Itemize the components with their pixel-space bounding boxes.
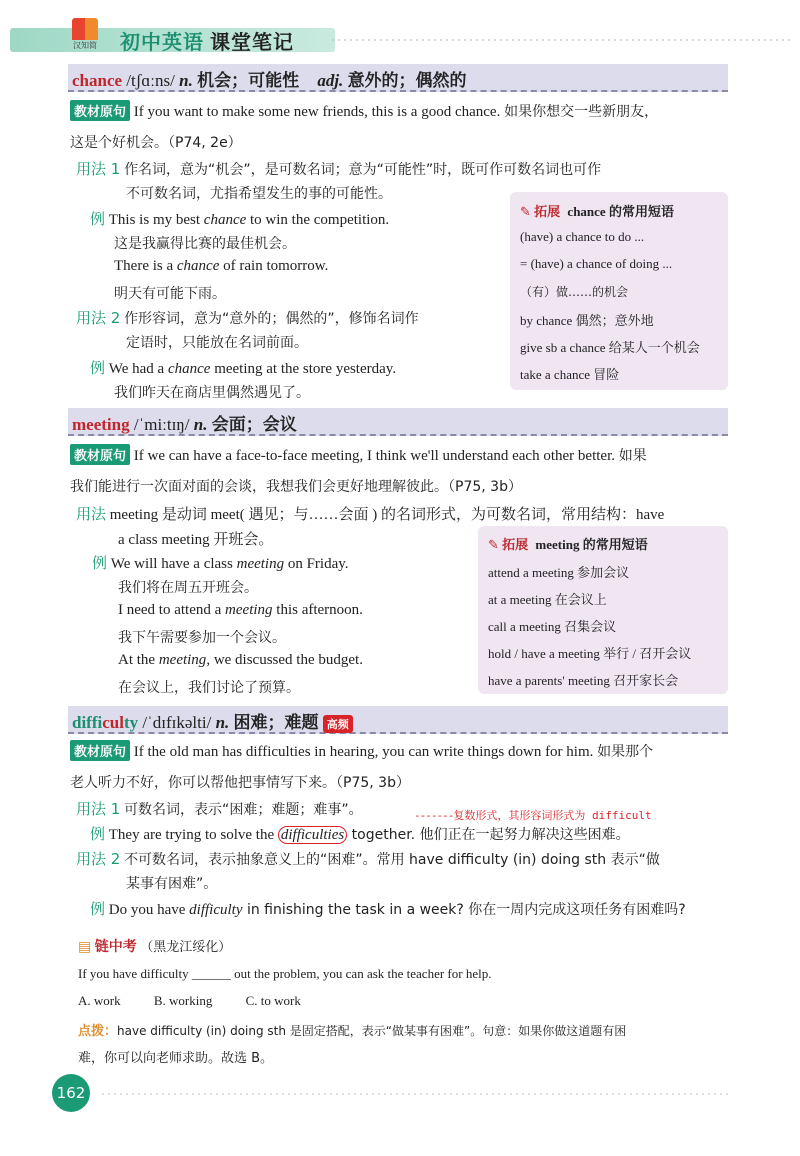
usage-1	[76, 158, 601, 179]
headword	[72, 713, 138, 732]
header-title	[120, 26, 294, 55]
usage-text: meeting 是动词 meet( 遇见；与……会面 ) 的名词形式，为可数名词，常用结构：have	[109, 507, 665, 523]
exam-heading	[78, 936, 231, 956]
header-title-main: 初中英语	[120, 30, 204, 54]
source-cn-cont: 老人听力不好，你可以帮他把事情写下来。（P75, 3b）	[70, 775, 410, 791]
part-of-speech-2: adj.	[317, 71, 344, 90]
example-text: I need to attend a	[118, 602, 226, 618]
example-3-cn: 在会议上，我们讨论了预算。	[118, 680, 300, 696]
phrase: = (have) a chance of doing ...	[520, 256, 673, 271]
example-keyword: meeting	[236, 556, 285, 572]
example-text: There is a	[114, 258, 177, 274]
header-dots	[330, 38, 790, 42]
usage-label: 用法	[76, 505, 107, 523]
example-text: We will have a class	[110, 556, 237, 572]
example-text-end: together. 他们正在一起努力解决这些困难。	[347, 827, 630, 843]
example-3	[118, 652, 363, 669]
example-text: They are trying to solve the	[108, 827, 278, 843]
entry-heading-chance	[72, 66, 467, 91]
usage-2	[76, 848, 660, 869]
example-keyword: chance	[167, 361, 211, 377]
example-keyword: meeting	[158, 652, 207, 668]
circled-keyword: difficulties	[278, 826, 347, 844]
phrase: at a meeting 在会议上	[488, 592, 607, 607]
usage-text: 作形容词，意为“意外的；偶然的”，修饰名词作	[124, 311, 419, 327]
publisher-logo	[66, 18, 104, 54]
usage-text: 可数名词，表示“困难；难题；难事”。	[124, 802, 363, 818]
part-of-speech: n.	[215, 713, 230, 732]
annotation-note	[414, 807, 652, 823]
phrase: give sb a chance 给某人一个机会	[520, 340, 700, 355]
source-tag: 教材原句	[70, 100, 130, 121]
usage-2	[76, 307, 419, 328]
headword-part: ty	[123, 713, 139, 732]
part-of-speech: n.	[193, 415, 208, 434]
example-2	[118, 602, 363, 619]
usage-label: 用法 2	[76, 850, 121, 868]
example-keyword: difficulty	[189, 902, 243, 918]
example-label: 例	[90, 825, 106, 843]
dashed-arrow: -------	[414, 809, 454, 822]
usage-text-cont: 某事有困难”。	[126, 876, 218, 892]
phrase: hold / have a meeting 举行 / 召开会议	[488, 646, 692, 661]
extension-title: chance 的常用短语	[567, 204, 674, 219]
phrase: （有）做……的机会	[520, 285, 629, 299]
extension-box-meeting	[478, 526, 728, 694]
example-text-end: this afternoon.	[272, 602, 363, 618]
headword-stress: cul	[102, 713, 124, 732]
phonetic: /ˈmiːtɪŋ/	[133, 415, 190, 434]
example-text-end: on Friday.	[284, 556, 349, 572]
example-2	[90, 898, 686, 919]
phrase: attend a meeting 参加会议	[488, 565, 630, 580]
phrase: have a parents' meeting 召开家长会	[488, 673, 679, 688]
source-en: If we can have a face-to-face meeting, I think we'll understand each other better.	[133, 448, 615, 464]
meaning: 机会；可能性	[197, 71, 300, 91]
extension-title: meeting 的常用短语	[535, 537, 648, 552]
example-1-cn: 我们将在周五开班会。	[118, 580, 258, 596]
exam-title: 链中考	[94, 939, 137, 955]
tip-text: have difficulty (in) doing sth 是固定搭配，表示“做某事有困难”。句意：如果你做这道题有困	[117, 1024, 627, 1038]
example-keyword: chance	[203, 212, 247, 228]
example-keyword: chance	[176, 258, 220, 274]
example-text-end: of rain tomorrow.	[219, 258, 329, 274]
example-text-end: in finishing the task in a week? 你在一周内完成这项任务有困难吗?	[242, 902, 686, 918]
example-text-end: meeting at the store yesterday.	[210, 361, 397, 377]
extension-heading	[488, 534, 648, 553]
example-2-cn: 明天有可能下雨。	[114, 286, 226, 302]
example-1	[90, 823, 630, 844]
example-text-end: to win the competition.	[246, 212, 390, 228]
example-label: 例	[90, 900, 106, 918]
page-number: 162	[52, 1074, 90, 1112]
headword: meeting	[72, 415, 130, 434]
source-en: If you want to make some new friends, this is a good chance.	[133, 104, 501, 120]
source-cn: 如果	[618, 448, 647, 464]
example-1	[90, 208, 389, 229]
example-text: This is my best	[108, 212, 204, 228]
option-b: B. working	[153, 993, 213, 1008]
meaning: 会面；会议	[211, 415, 297, 435]
part-of-speech: n.	[179, 71, 193, 90]
phonetic: /tʃɑːns/	[126, 71, 175, 90]
example-2	[114, 258, 328, 275]
exam-tip	[78, 1020, 626, 1039]
extension-label: 拓展	[502, 538, 529, 553]
example-3-cn: 我们昨天在商店里偶然遇见了。	[114, 385, 310, 401]
example-text: We had a	[108, 361, 168, 377]
source-sentence	[70, 740, 653, 761]
annotation-text: 复数形式，其形容词形式为 difficult	[453, 809, 652, 822]
option-c: C. to work	[245, 993, 301, 1008]
source-tag: 教材原句	[70, 444, 130, 465]
footer-dots	[100, 1092, 730, 1096]
source-cn-cont: 这是个好机会。（P74, 2e）	[70, 135, 242, 151]
entry-heading-meeting	[72, 410, 297, 435]
phrase: call a meeting 召集会议	[488, 619, 617, 634]
exam-options	[78, 993, 301, 1009]
exam-question: If you have difficulty ______ out the problem, you can ask the teacher for help.	[78, 966, 492, 981]
example-1-cn: 这是我赢得比赛的最佳机会。	[114, 236, 296, 252]
meaning-2: 意外的；偶然的	[347, 71, 467, 91]
example-label: 例	[90, 210, 106, 228]
source-sentence	[70, 444, 647, 465]
example-2-cn: 我下午需要参加一个会议。	[118, 630, 286, 646]
source-cn: 如果那个	[597, 744, 654, 760]
phonetic: /ˈdɪfɪkəlti/	[142, 713, 212, 732]
source-cn: 如果你想交一些新朋友，	[504, 104, 659, 120]
source-cn-cont: 我们能进行一次面对面的会谈，我想我们会更好地理解彼此。（P75, 3b）	[70, 479, 522, 495]
usage-text: 不可数名词，表示抽象意义上的“困难”。常用 have difficulty (in) doing sth 表示“做	[124, 852, 660, 868]
phrase: take a chance 冒险	[520, 367, 620, 382]
usage-label: 用法 1	[76, 160, 121, 178]
extension-box-chance	[510, 192, 728, 390]
extension-label: 拓展	[534, 205, 561, 220]
headword: chance	[72, 71, 123, 90]
example-3	[90, 357, 396, 378]
logo-text: 汉知简	[73, 41, 97, 50]
example-text: Do you have	[108, 902, 190, 918]
lightbulb-icon: ✎	[488, 538, 499, 553]
usage-label: 用法 2	[76, 309, 121, 327]
usage-text: 作名词，意为“机会”，是可数名词；意为“可能性”时，既可作可数名词也可作	[124, 162, 602, 178]
entry-heading-difficulty	[72, 708, 353, 733]
usage	[76, 503, 664, 524]
tip-text-cont: 难，你可以向老师求助。故选 B。	[78, 1051, 274, 1066]
extension-heading	[520, 201, 674, 220]
high-frequency-badge: 高频	[323, 715, 353, 733]
source-sentence	[70, 100, 658, 121]
source-en: If the old man has difficulties in hearing, you can write things down for him.	[133, 744, 594, 760]
meaning: 困难；难题	[233, 713, 319, 733]
usage-text-cont: 不可数名词，尤指希望发生的事的可能性。	[126, 186, 392, 202]
usage-label: 用法 1	[76, 800, 121, 818]
lightbulb-icon: ✎	[520, 205, 531, 220]
exam-source: （黑龙江绥化）	[140, 940, 232, 955]
phrase: (have) a chance to do ...	[520, 229, 645, 244]
example-label: 例	[90, 359, 106, 377]
phrase: by chance 偶然；意外地	[520, 313, 654, 328]
option-a: A. work	[78, 993, 121, 1008]
exam-icon: ▤	[78, 940, 92, 955]
example-label: 例	[92, 554, 108, 572]
usage-text-cont: a class meeting 开班会。	[118, 532, 274, 548]
example-text-end: , we discussed the budget.	[206, 652, 363, 668]
usage-1	[76, 798, 363, 819]
headword-part: diffi	[72, 713, 103, 732]
usage-text-cont: 定语时，只能放在名词前面。	[126, 335, 308, 351]
header-title-sub: 课堂笔记	[210, 30, 294, 54]
example-text: At the	[118, 652, 159, 668]
tip-label: 点拨：	[78, 1024, 118, 1039]
example-keyword: meeting	[225, 602, 273, 618]
book-icon	[72, 18, 98, 40]
example-1	[92, 552, 349, 573]
source-tag: 教材原句	[70, 740, 130, 761]
